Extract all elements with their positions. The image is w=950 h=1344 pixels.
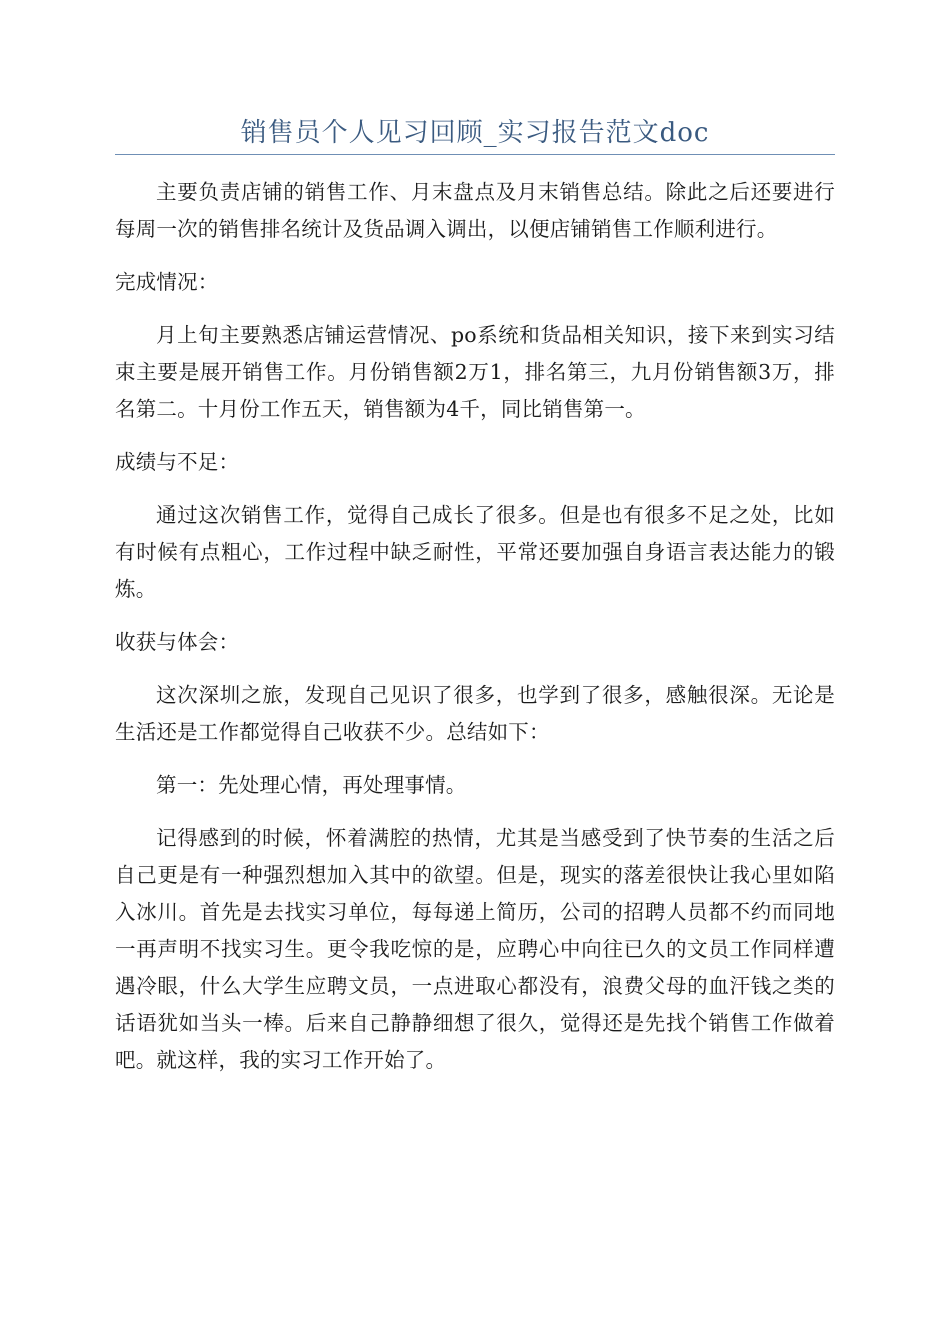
heading-completion: 完成情况： — [115, 270, 219, 294]
paragraph-completion: 月上旬主要熟悉店铺运营情况、po系统和货品相关知识，接下来到实习结束主要是展开销售工作。月份销售额2万1，排名第三，九月份销售额3万，排名第二。十月份工作五天，销售额为4千，同比销售第一。 — [115, 323, 835, 421]
paragraph-first-point: 第一：先处理心情，再处理事情。 — [156, 773, 467, 797]
paragraph-responsibilities: 主要负责店铺的销售工作、月末盘点及月末销售总结。除此之后还要进行每周一次的销售排名统计及货品调入调出，以便店铺销售工作顺利进行。 — [115, 180, 835, 241]
document-title: 销售员个人见习回顾_实习报告范文doc — [240, 118, 710, 148]
paragraph-story: 记得感到的时候，怀着满腔的热情，尤其是当感受到了快节奏的生活之后自己更是有一种强烈想加入其中的欲望。但是，现实的落差很快让我心里如陷入冰川。首先是去找实习单位，每每递上简历，公司的招聘人员都不约而同地一再声明不找实习生。更令我吃惊的是，应聘心中向往已久的文员工作同样遭遇冷眼，什么大学生应聘文员，一点进取心都没有，浪费父母的血汗钱之类的话语犹如当头一棒。后来自己静静细想了很久，觉得还是先找个销售工作做着吧。就这样，我的实习工作开始了。 — [115, 826, 835, 1072]
heading-gains: 收获与体会： — [115, 630, 240, 654]
title-underline — [115, 154, 835, 155]
heading-achievements: 成绩与不足： — [115, 450, 240, 474]
document-body — [115, 174, 835, 1079]
paragraph-gains: 这次深圳之旅，发现自己见识了很多，也学到了很多，感触很深。无论是生活还是工作都觉得自己收获不少。总结如下： — [115, 683, 835, 744]
paragraph-achievements: 通过这次销售工作，觉得自己成长了很多。但是也有很多不足之处，比如有时候有点粗心，工作过程中缺乏耐性，平常还要加强自身语言表达能力的锻炼。 — [115, 503, 835, 601]
